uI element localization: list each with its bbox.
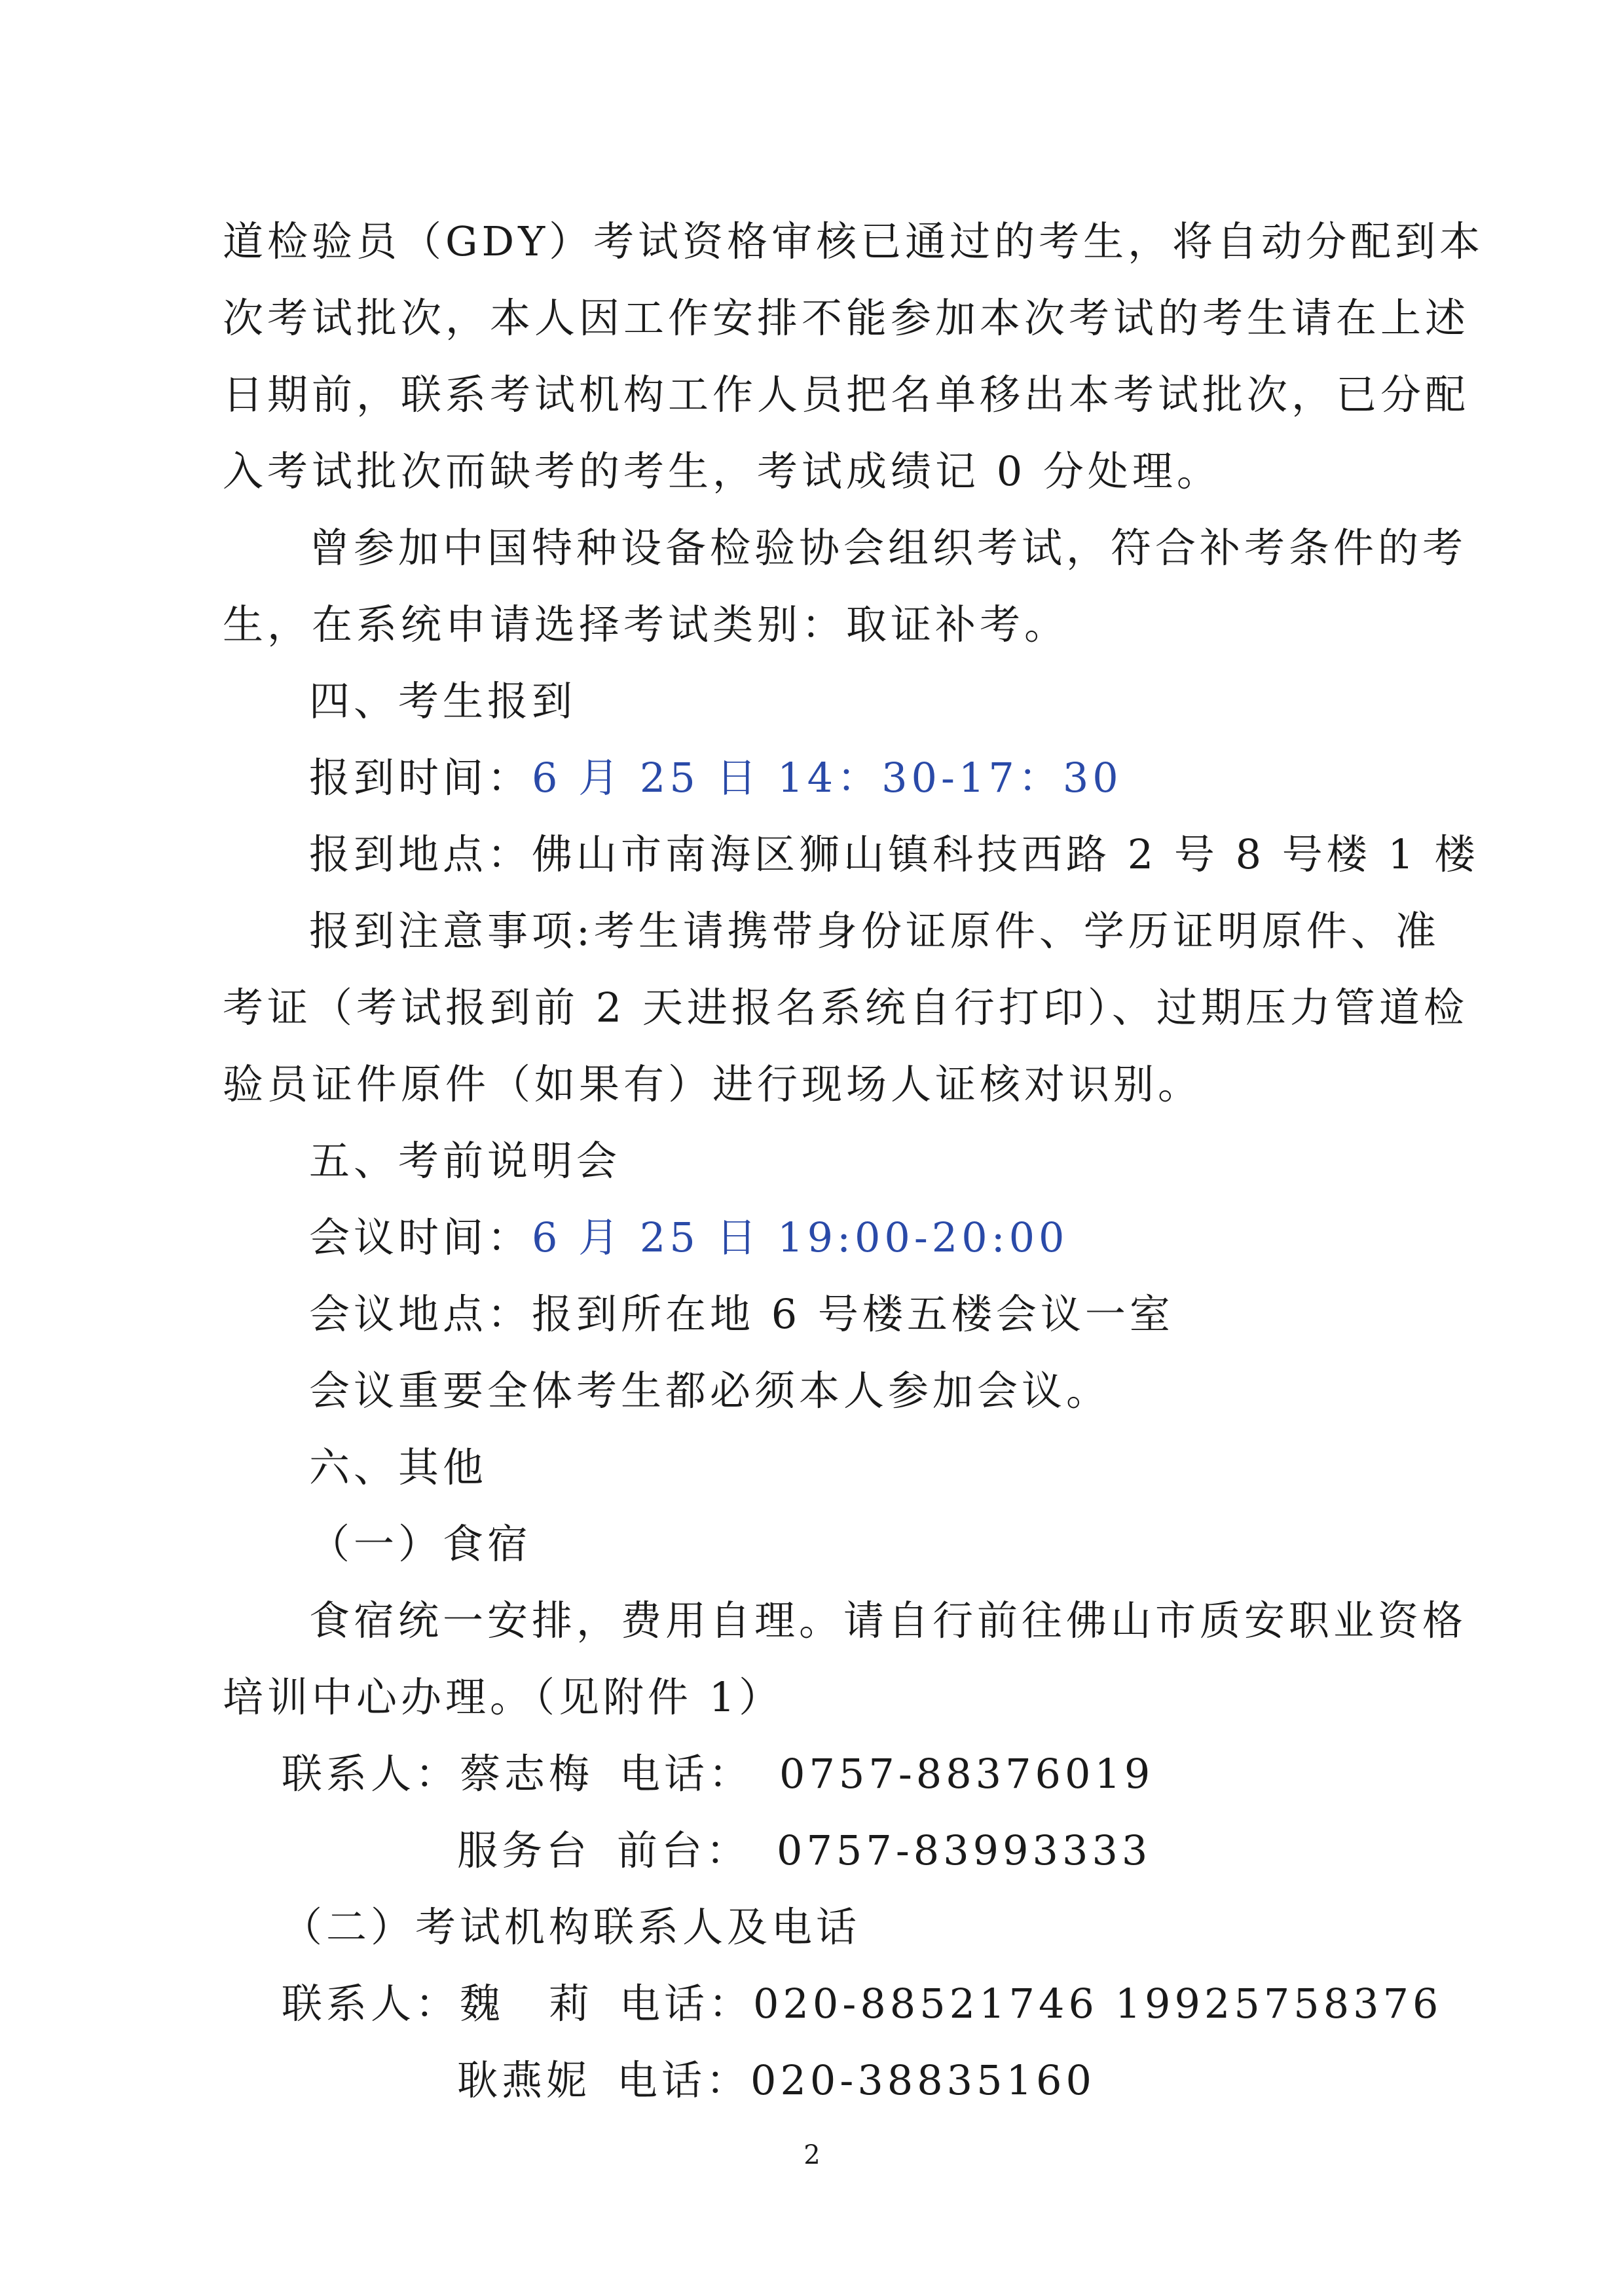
- page-number: 2: [803, 2140, 821, 2170]
- phone-number: 0757-88376019: [779, 1750, 1154, 1798]
- checkin-time-value: 6 月 25 日 14：30-17：30: [532, 754, 1122, 802]
- checkin-time-label: 报到时间：: [309, 754, 532, 802]
- checkin-place-line: 报到地点：佛山市南海区狮山镇科技西路 2 号 8 号楼 1 楼: [309, 830, 1479, 878]
- meeting-place-line: 会议地点：报到所在地 6 号楼五楼会议一室: [309, 1290, 1174, 1338]
- paragraph-line: 考证（考试报到前 2 天进报名系统自行打印）、过期压力管道检: [223, 984, 1468, 1031]
- meeting-time-value: 6 月 25 日 19:00-20:00: [532, 1213, 1069, 1261]
- section-heading: 五、考前说明会: [309, 1137, 621, 1185]
- phone-label: 电话：: [619, 1980, 754, 2028]
- paragraph-line: 食宿统一安排，费用自理。请自行前往佛山市质安职业资格: [309, 1597, 1467, 1644]
- paragraph-line: 培训中心办理。（见附件 1）: [223, 1673, 784, 1721]
- phone-number: 0757-83993333: [777, 1826, 1152, 1874]
- paragraph-line: 验员证件原件（如果有）进行现场人证核对识别。: [223, 1060, 1203, 1108]
- contact-name: 耿燕妮: [457, 2056, 591, 2104]
- paragraph-line: 日期前，联系考试机构工作人员把名单移出本考试批次，已分配: [223, 371, 1470, 418]
- contact-name: 联系人：魏 莉: [282, 1980, 594, 2028]
- paragraph-line: 曾参加中国特种设备检验协会组织考试，符合补考条件的考: [309, 524, 1467, 572]
- section-heading: 四、考生报到: [309, 677, 577, 725]
- phone-label: 电话：: [617, 2056, 751, 2104]
- paragraph-line: 道检验员（GDY）考试资格审核已通过的考生，将自动分配到本: [223, 217, 1485, 265]
- phone-number: 020-38835160: [750, 2056, 1096, 2104]
- lodging-contact-line: [223, 1812, 1428, 1889]
- meeting-time-label: 会议时间：: [309, 1213, 532, 1261]
- subsection-heading: （二）考试机构联系人及电话: [282, 1903, 861, 1951]
- paragraph-line: 入考试批次而缺考的考生，考试成绩记 0 分处理。: [223, 447, 1221, 495]
- subsection-heading: （一）食宿: [309, 1520, 532, 1568]
- contact-name: 联系人：蔡志梅: [282, 1750, 594, 1798]
- paragraph-line: 次考试批次，本人因工作安排不能参加本次考试的考生请在上述: [223, 294, 1470, 342]
- checkin-time-line: [223, 739, 1428, 816]
- meeting-time-line: [223, 1199, 1428, 1276]
- meeting-note-line: 会议重要全体考生都必须本人参加会议。: [309, 1367, 1111, 1415]
- phone-label: 前台：: [617, 1826, 751, 1874]
- phone-label: 电话：: [619, 1750, 754, 1798]
- body-text: [223, 203, 1485, 2119]
- lodging-contact-line: [223, 1735, 1428, 1812]
- phone-number: 020-88521746 19925758376: [753, 1980, 1443, 2028]
- section-heading: 六、其他: [309, 1443, 488, 1491]
- contact-name: 服务台: [457, 1826, 591, 1874]
- exam-contact-line: [223, 1965, 1443, 2042]
- exam-contact-line: [223, 2042, 1428, 2119]
- paragraph-line: 报到注意事项:考生请携带身份证原件、学历证明原件、准: [309, 907, 1440, 955]
- paragraph-line: 生，在系统申请选择考试类别：取证补考。: [223, 601, 1069, 648]
